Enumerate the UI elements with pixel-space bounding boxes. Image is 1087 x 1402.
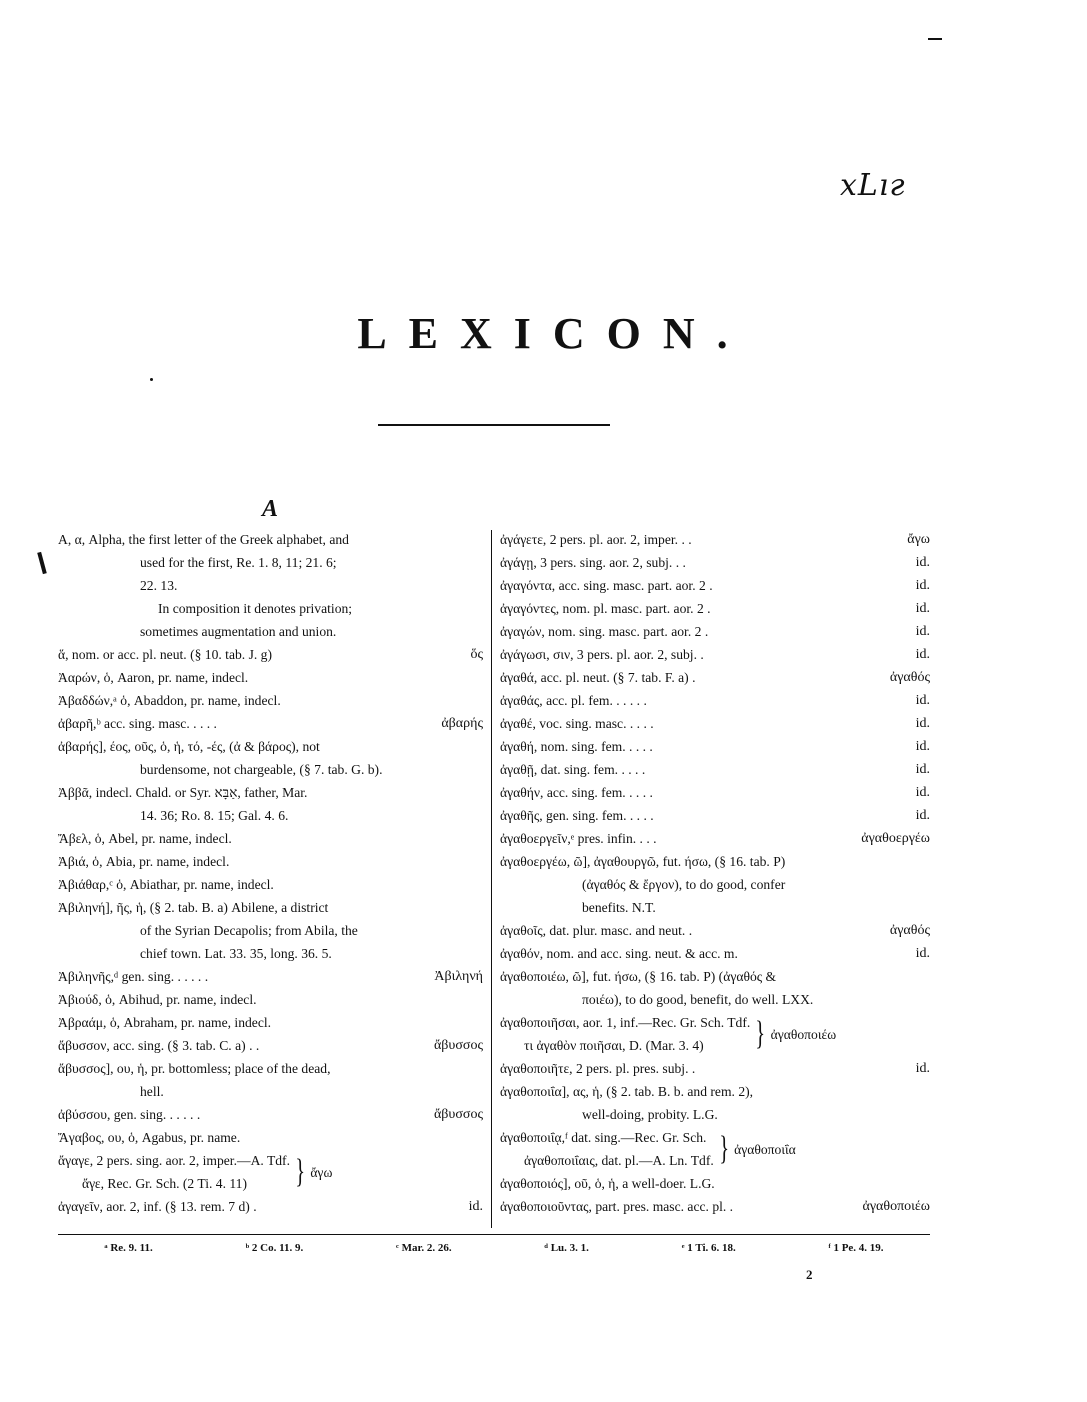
- entry-reference: ἄβυσσος: [433, 1107, 483, 1122]
- footnote: ᵃ Re. 9. 11.: [104, 1242, 153, 1254]
- entry-text: ἀγαθέ, voc. sing. masc. . . . .: [500, 716, 654, 731]
- lexicon-entry: ἀγαθοποιΐᾳ,ᶠ dat. sing.—Rec. Gr. Sch.: [500, 1130, 707, 1145]
- entry-text: ἀβαρής], έος, οῦς, ὁ, ἡ, τό, -ές, (ἀ & βάρος), not: [58, 739, 320, 754]
- column-divider: [491, 530, 492, 1228]
- lexicon-entry: [58, 689, 483, 712]
- lexicon-entry: [500, 850, 930, 873]
- entry-reference: id.: [915, 601, 930, 616]
- lexicon-entry: [58, 528, 483, 551]
- entry-reference: ἀβαρής: [441, 716, 483, 731]
- brace-glyph: }: [719, 1130, 729, 1167]
- entry-continuation: sometimes augmentation and union.: [140, 624, 337, 639]
- lexicon-entry: [58, 873, 483, 896]
- entry-continuation: ποιέω), to do good, benefit, do well. LXX.: [582, 992, 814, 1007]
- entry-continuation: hell.: [140, 1084, 164, 1099]
- footnote: ᵇ 2 Co. 11. 9.: [245, 1242, 304, 1254]
- entry-reference: id.: [468, 1199, 483, 1214]
- entry-reference: ἀγαθός: [889, 923, 930, 938]
- entry-continuation: chief town. Lat. 33. 35, long. 36. 5.: [140, 946, 332, 961]
- lexicon-entry: [500, 827, 930, 850]
- entry-text: ἀβαρῆ,ᵇ acc. sing. masc. . . . .: [58, 716, 217, 731]
- page-title: LEXICON.: [357, 309, 750, 358]
- entry-continuation: (ἀγαθός & ἔργον), to do good, confer: [582, 877, 786, 892]
- entry-reference: ἀγαθός: [889, 670, 930, 685]
- stray-mark: [37, 552, 47, 574]
- entry-reference: id.: [915, 555, 930, 570]
- section-letter: A: [261, 496, 278, 522]
- entry-text: Ἄγαβος, ου, ὁ, Agabus, pr. name.: [58, 1130, 241, 1145]
- entry-text: Ἀβιούδ, ὁ, Abihud, pr. name, indecl.: [58, 992, 257, 1007]
- lexicon-entry: [500, 965, 930, 988]
- lexicon-entry: [500, 689, 930, 712]
- entry-text: Ἀββᾶ, indecl. Chald. or Syr. אַבָּא, father, Mar.: [58, 785, 308, 800]
- entry-text: ἀγαγεῖν, aor. 2, inf. (§ 13. rem. 7 d) .: [58, 1199, 257, 1214]
- lexicon-entry: ἀγαθοποιΐαις, dat. pl.—A. Ln. Tdf.: [524, 1153, 714, 1168]
- entry-reference: id.: [915, 762, 930, 777]
- entry-text: ἀγαγών, nom. sing. masc. part. aor. 2 .: [500, 624, 709, 639]
- lexicon-entry: [58, 735, 483, 758]
- lexicon-entry: [58, 1195, 483, 1218]
- entry-text: ἀβύσσου, gen. sing. . . . . .: [58, 1107, 201, 1122]
- lexicon-entry: [500, 1195, 930, 1218]
- lexicon-entry: [58, 896, 483, 919]
- entry-text: Ἀβραάμ, ὁ, Abraham, pr. name, indecl.: [58, 1015, 272, 1030]
- lexicon-entry: [500, 528, 930, 551]
- lexicon-entry: [58, 1103, 483, 1126]
- footnote: ᵈ Lu. 3. 1.: [544, 1242, 589, 1254]
- entry-text: ἀγαθόν, nom. and acc. sing. neut. & acc. m.: [500, 946, 738, 961]
- lexicon-entry: [58, 643, 483, 666]
- entry-continuation: burdensome, not chargeable, (§ 7. tab. G. b).: [140, 762, 383, 777]
- entry-reference: id.: [915, 808, 930, 823]
- entry-reference: id.: [915, 946, 930, 961]
- entry-text: ἀγαθοεργέω, ῶ], ἀγαθουργῶ, fut. ήσω, (§ 16. tab. P): [500, 854, 786, 869]
- entry-text: Ἀβιά, ὁ, Abia, pr. name, indecl.: [58, 854, 230, 869]
- entry-reference: ἄβυσσος: [433, 1038, 483, 1053]
- entry-text: ἀγαθοποιῆτε, 2 pers. pl. pres. subj. .: [500, 1061, 696, 1076]
- lexicon-entry: [500, 942, 930, 965]
- bracketed-entry-group: [58, 1149, 483, 1195]
- lexicon-entry: [500, 666, 930, 689]
- brace-glyph: }: [755, 1015, 766, 1052]
- entry-reference: ἀγαθοποιέω: [862, 1199, 930, 1214]
- entry-reference: id.: [915, 624, 930, 639]
- lexicon-entry: [500, 551, 930, 574]
- entry-reference: ὅς: [470, 647, 483, 662]
- entry-text: ἀγαγόντα, acc. sing. masc. part. aor. 2 .: [500, 578, 713, 593]
- lexicon-entry: [58, 965, 483, 988]
- left-column: [58, 528, 483, 1218]
- entry-text: ἀγαθάς, acc. pl. fem. . . . . .: [500, 693, 647, 708]
- lexicon-entry: [58, 1011, 483, 1034]
- entry-text: ἅ, nom. or acc. pl. neut. (§ 10. tab. J. g): [58, 647, 273, 662]
- entry-text: ἀγαθά, acc. pl. neut. (§ 7. tab. F. a) .: [500, 670, 696, 685]
- entry-reference: id.: [915, 1061, 930, 1076]
- lexicon-entry: [500, 781, 930, 804]
- footnotes: [58, 1242, 930, 1254]
- lexicon-entry: [58, 827, 483, 850]
- entry-text: ἄβυσσος], ου, ἡ, pr. bottomless; place of the dead,: [58, 1061, 331, 1076]
- footnote: ᶠ 1 Pe. 4. 19.: [828, 1242, 884, 1254]
- lexicon-entry: [500, 1057, 930, 1080]
- entry-text: Ἄβελ, ὁ, Abel, pr. name, indecl.: [58, 831, 232, 846]
- page-number: 2: [806, 1267, 813, 1282]
- entry-continuation: well-doing, probity. L.G.: [582, 1107, 718, 1122]
- entry-continuation: benefits. N.T.: [582, 900, 656, 915]
- lexicon-entry: [58, 781, 483, 804]
- entry-text: Ἀβιληνῆς,ᵈ gen. sing. . . . . .: [58, 969, 209, 984]
- entry-text: ἀγαθοποιΐα], ας, ἡ, (§ 2. tab. B. b. and rem. 2),: [500, 1084, 754, 1099]
- lexicon-entry: [58, 712, 483, 735]
- entry-text: ἀγάγῃ, 3 pers. sing. aor. 2, subj. . .: [500, 555, 686, 570]
- lexicon-entry: [500, 712, 930, 735]
- entry-reference: id.: [915, 739, 930, 754]
- entry-reference: id.: [915, 785, 930, 800]
- entry-text: ἀγαθοποιοῦντας, part. pres. masc. acc. pl. .: [500, 1199, 734, 1214]
- entry-reference: id.: [915, 693, 930, 708]
- entry-text: Ἀβιληνή], ῆς, ἡ, (§ 2. tab. B. a) Abilene, a district: [58, 900, 329, 915]
- entry-continuation: In composition it denotes privation;: [158, 601, 353, 616]
- entry-reference: ἀγαθοεργέω: [861, 831, 930, 846]
- lexicon-entry: [500, 735, 930, 758]
- brace-glyph: }: [295, 1153, 306, 1190]
- entry-text: ἀγάγωσι, σιν, 3 pers. pl. aor. 2, subj. .: [500, 647, 704, 662]
- entry-reference: Ἀβιληνή: [434, 969, 483, 984]
- lexicon-entry: [500, 919, 930, 942]
- entry-text: ἀγαθή, nom. sing. fem. . . . .: [500, 739, 653, 754]
- title-rule: [378, 424, 610, 426]
- entry-reference: ἀγαθοποιΐα: [734, 1141, 796, 1157]
- entry-text: ἀγαθοεργεῖν,ᵉ pres. infin. . . .: [500, 831, 657, 846]
- footnote: ᵉ 1 Ti. 6. 18.: [681, 1242, 736, 1254]
- lexicon-entry: [500, 1080, 930, 1103]
- lexicon-entry: [58, 1034, 483, 1057]
- entry-text: A, α, Alpha, the first letter of the Greek alphabet, and: [58, 532, 349, 547]
- entry-reference: ἄγω: [907, 532, 930, 547]
- entry-continuation: used for the first, Re. 1. 8, 11; 21. 6;: [140, 555, 337, 570]
- entry-text: ἀγαθοποιέω, ῶ], fut. ήσω, (§ 16. tab. P) (ἀγαθός &: [500, 969, 777, 984]
- lexicon-entry: [58, 1057, 483, 1080]
- entry-reference: ἀγαθοποιέω: [770, 1026, 837, 1042]
- stray-mark: [150, 378, 153, 381]
- lexicon-entry: ἄγε, Rec. Gr. Sch. (2 Ti. 4. 11): [82, 1176, 247, 1191]
- lexicon-entry: [500, 758, 930, 781]
- entry-text: ἀγαθοποιός], οῦ, ὁ, ἡ, a well-doer. L.G.: [500, 1176, 715, 1191]
- entry-reference: id.: [915, 716, 930, 731]
- entry-text: ἀγάγετε, 2 pers. pl. aor. 2, imper. . .: [500, 532, 692, 547]
- lexicon-entry: [500, 597, 930, 620]
- lexicon-entry: [500, 1172, 930, 1195]
- bracketed-entry-group: [500, 1011, 930, 1057]
- lexicon-entry: ἀγαθοποιῆσαι, aor. 1, inf.—Rec. Gr. Sch. Tdf.: [500, 1015, 751, 1030]
- stray-mark: [928, 38, 942, 40]
- entry-text: ἀγαθῇ, dat. sing. fem. . . . .: [500, 762, 646, 777]
- lexicon-entry: [58, 666, 483, 689]
- entry-text: ἄβυσσον, acc. sing. (§ 3. tab. C. a) . .: [58, 1038, 260, 1053]
- entry-continuation: of the Syrian Decapolis; from Abila, the: [140, 923, 358, 938]
- entry-text: ἀγαγόντες, nom. pl. masc. part. aor. 2 .: [500, 601, 711, 616]
- entry-reference: ἄγω: [310, 1164, 333, 1180]
- entry-continuation: 22. 13.: [140, 578, 178, 593]
- entry-reference: id.: [915, 578, 930, 593]
- entry-text: ἀγαθοῖς, dat. plur. masc. and neut. .: [500, 923, 693, 938]
- entry-text: Ἀβιάθαρ,ᶜ ὁ, Abiathar, pr. name, indecl.: [58, 877, 274, 892]
- right-column: [500, 528, 930, 1218]
- bracketed-entry-group: [500, 1126, 930, 1172]
- lexicon-entry: ἄγαγε, 2 pers. sing. aor. 2, imper.—A. Tdf.: [58, 1153, 290, 1168]
- handwritten-annotation: xLıг: [840, 168, 906, 203]
- entry-text: ἀγαθῆς, gen. sing. fem. . . . .: [500, 808, 654, 823]
- lexicon-entry: [58, 988, 483, 1011]
- entry-reference: id.: [915, 647, 930, 662]
- lexicon-entry: [500, 804, 930, 827]
- entry-text: Ἀβαδδών,ᵃ ὁ, Abaddon, pr. name, indecl.: [58, 693, 281, 708]
- lexicon-entry: [58, 1126, 483, 1149]
- lexicon-entry: [500, 620, 930, 643]
- footnote-rule: [58, 1234, 930, 1235]
- lexicon-entry: τι ἀγαθὸν ποιῆσαι, D. (Mar. 3. 4): [524, 1038, 704, 1053]
- entry-text: Ἀαρών, ὁ, Aaron, pr. name, indecl.: [58, 670, 249, 685]
- entry-continuation: 14. 36; Ro. 8. 15; Gal. 4. 6.: [140, 808, 289, 823]
- lexicon-entry: [58, 850, 483, 873]
- lexicon-entry: [500, 574, 930, 597]
- lexicon-entry: [500, 643, 930, 666]
- entry-text: ἀγαθήν, acc. sing. fem. . . . .: [500, 785, 653, 800]
- footnote: ᶜ Mar. 2. 26.: [396, 1242, 452, 1254]
